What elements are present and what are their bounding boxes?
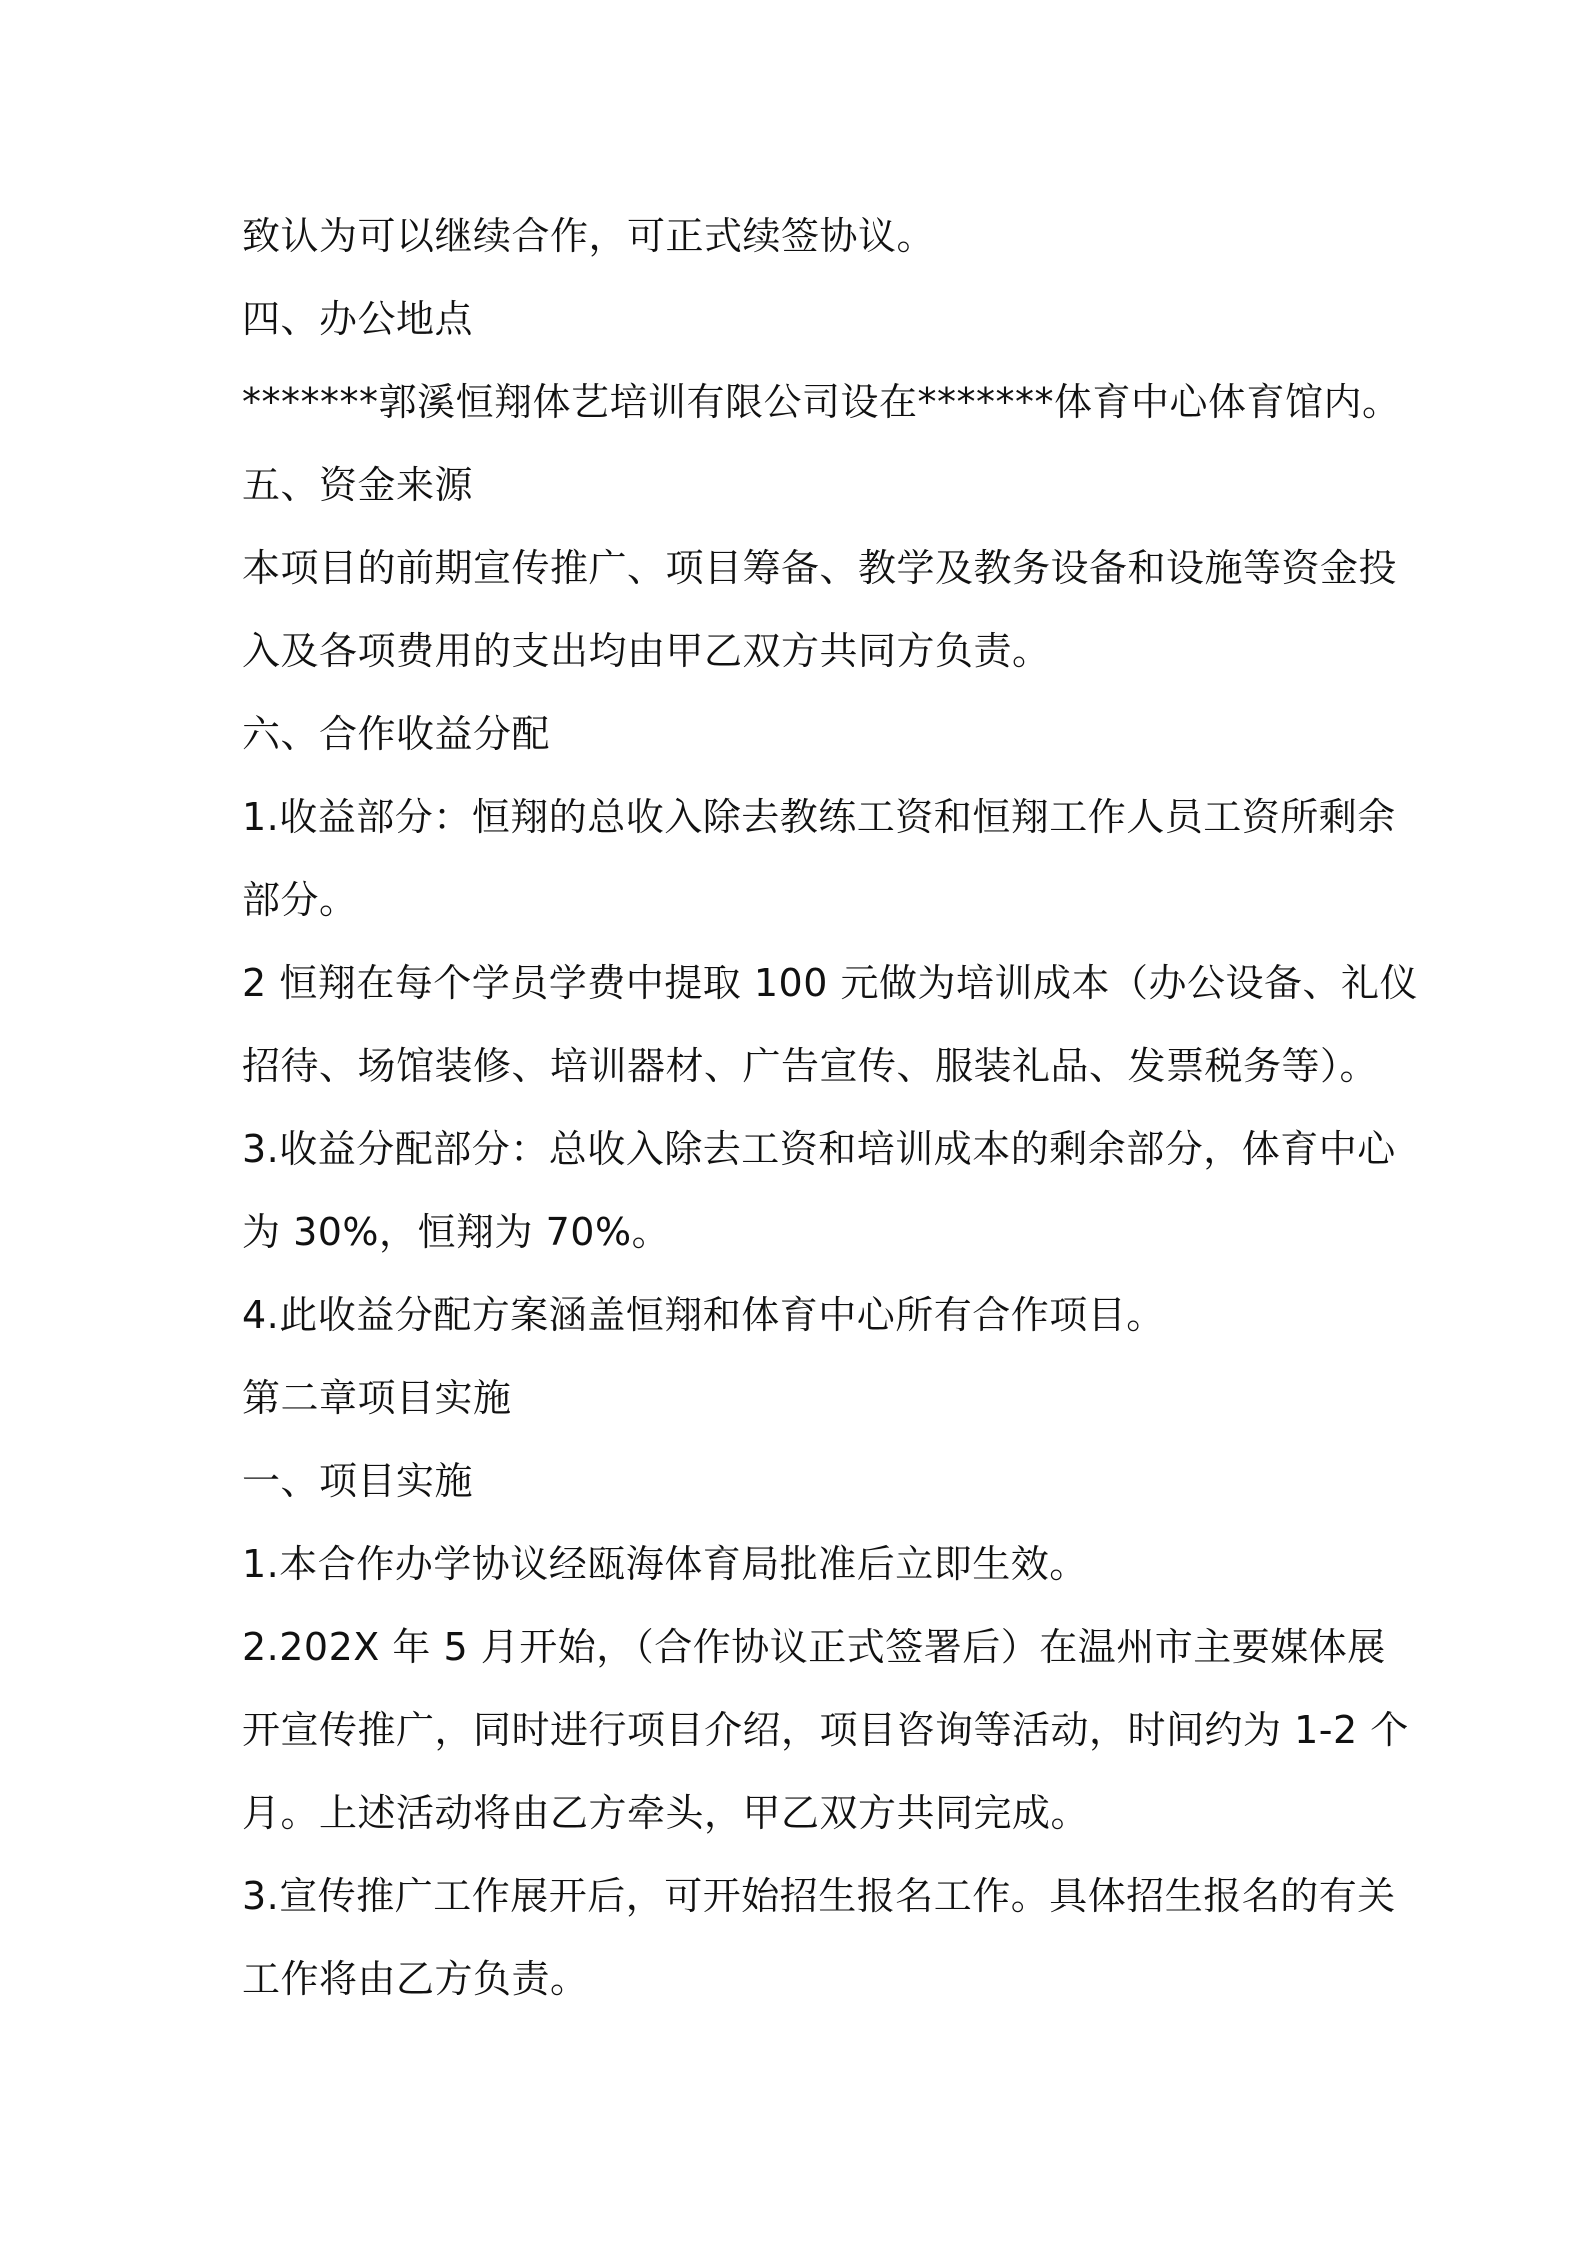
section-heading-office-location: 四、办公地点: [242, 297, 474, 341]
text-line: 2 恒翔在每个学员学费中提取 100 元做为培训成本（办公设备、礼仪: [242, 961, 1418, 1005]
text-line: *******郭溪恒翔体艺培训有限公司设在*******体育中心体育馆内。: [242, 380, 1401, 424]
text-line: 本项目的前期宣传推广、项目筹备、教学及教务设备和设施等资金投: [242, 546, 1398, 590]
chapter-heading: 第二章项目实施: [242, 1376, 512, 1420]
text-line: 3.收益分配部分：总收入除去工资和培训成本的剩余部分，体育中心: [242, 1127, 1396, 1171]
text-line: 4.此收益分配方案涵盖恒翔和体育中心所有合作项目。: [242, 1293, 1165, 1337]
text-line: 部分。: [242, 878, 358, 922]
text-line: 开宣传推广，同时进行项目介绍，项目咨询等活动，时间约为 1-2 个: [242, 1708, 1409, 1752]
text-line: 3.宣传推广工作展开后，可开始招生报名工作。具体招生报名的有关: [242, 1874, 1396, 1918]
text-line: 1.本合作办学协议经瓯海体育局批准后立即生效。: [242, 1542, 1088, 1586]
section-heading-funding-source: 五、资金来源: [242, 463, 474, 507]
text-line: 入及各项费用的支出均由甲乙双方共同方负责。: [242, 629, 1051, 673]
text-line: 1.收益部分：恒翔的总收入除去教练工资和恒翔工作人员工资所剩余: [242, 795, 1396, 839]
document-body: [242, 195, 1418, 2021]
section-heading-project-implementation: 一、项目实施: [242, 1459, 474, 1503]
section-heading-revenue-distribution: 六、合作收益分配: [242, 712, 551, 756]
text-line: 月。上述活动将由乙方牵头，甲乙双方共同完成。: [242, 1791, 1090, 1835]
text-line: 工作将由乙方负责。: [242, 1957, 589, 2001]
text-line: 2.202X 年 5 月开始，（合作协议正式签署后）在温州市主要媒体展: [242, 1625, 1386, 1669]
text-line: 招待、场馆装修、培训器材、广告宣传、服装礼品、发票税务等）。: [242, 1044, 1379, 1088]
text-line: 致认为可以继续合作，可正式续签协议。: [242, 214, 936, 258]
text-line: 为 30%，恒翔为 70%。: [242, 1210, 671, 1254]
